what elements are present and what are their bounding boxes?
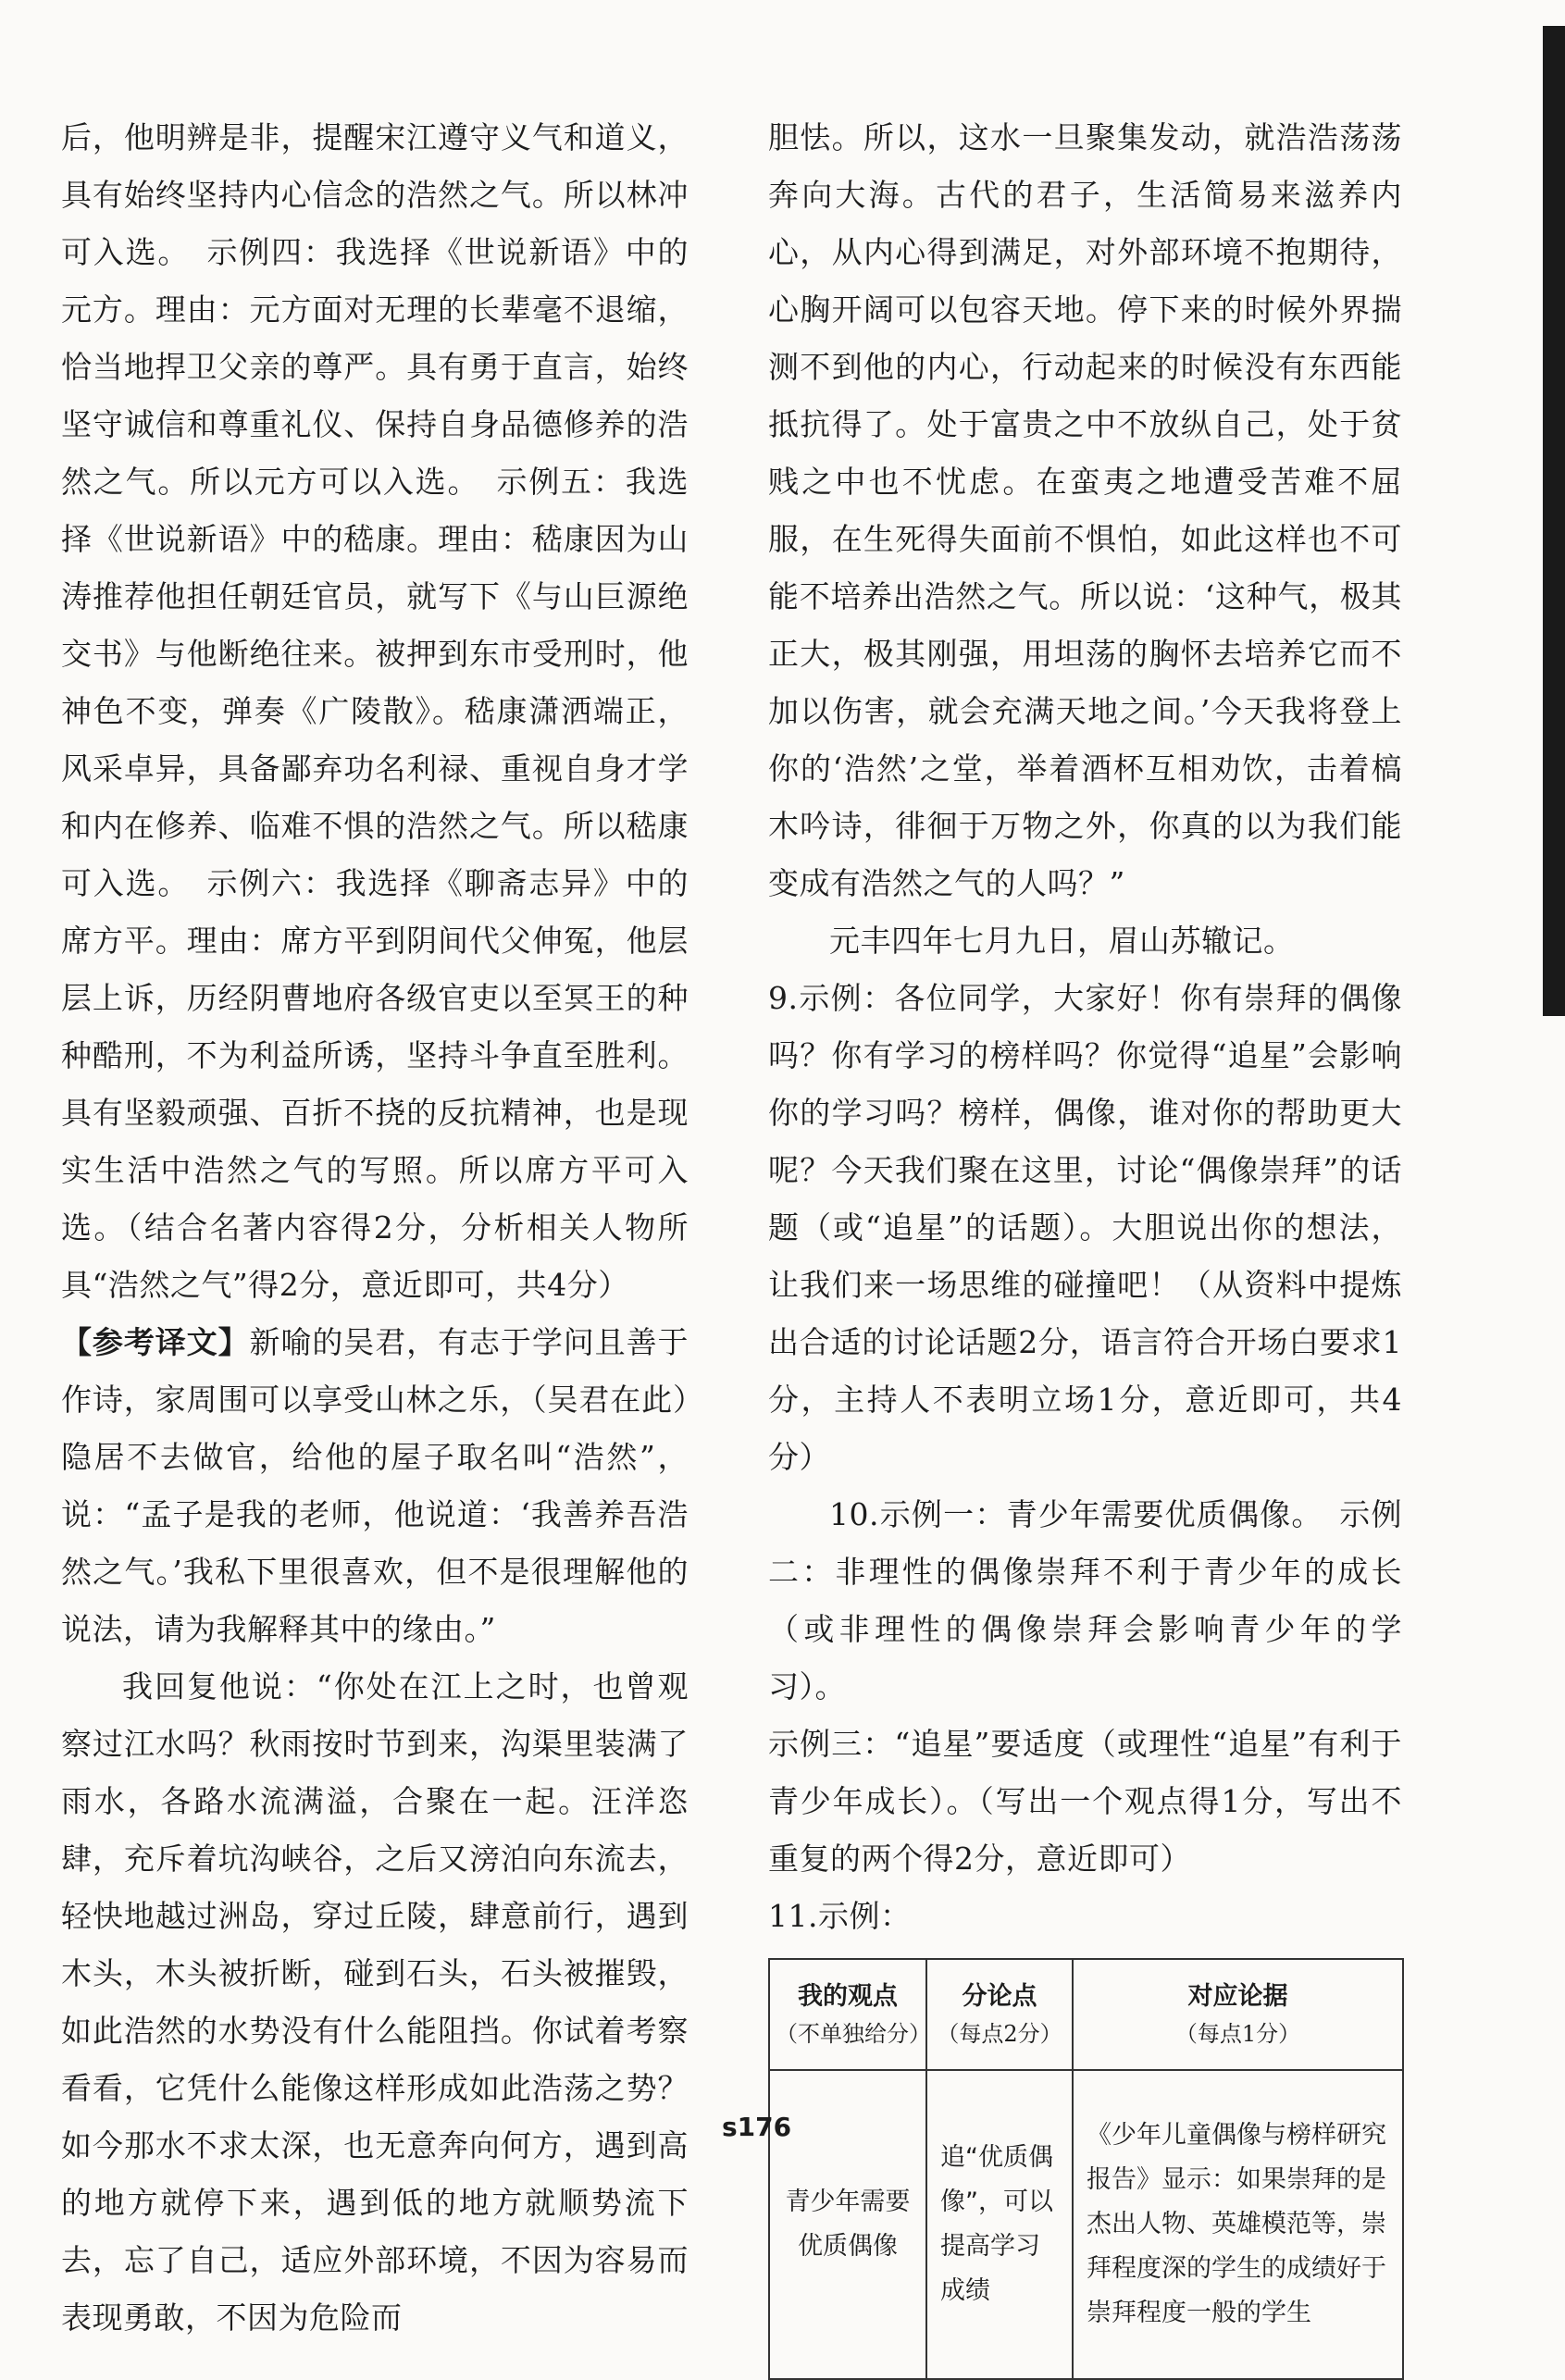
header-note: （每点1分） — [1174, 2021, 1301, 2047]
answer-10: 10.示例一：青少年需要优质偶像。 示例二：非理性的偶像崇拜不利于青少年的成长（或非理性的偶像崇拜会影响青少年的学习）。 — [768, 1496, 1402, 1704]
table-cell-view: 青少年需要优质偶像 — [769, 2070, 926, 2379]
header-title: 对应论据 — [1187, 1982, 1288, 2011]
table-header — [926, 1959, 1073, 2070]
table-header — [1073, 1959, 1403, 2070]
header-note: （每点2分） — [937, 2021, 1062, 2047]
table-header — [769, 1959, 931, 2070]
table-cell-evidence: 《少年儿童偶像与榜样研究报告》显示：如果崇拜的是杰出人物、英雄模范等，崇拜程度深的学生的成绩好于崇拜程度一般的学生 — [1073, 2070, 1403, 2379]
paragraph — [61, 1314, 689, 1658]
table-header-row — [769, 1959, 1403, 2070]
paragraph: 胆怯。所以，这水一旦聚集发动，就浩浩荡荡奔向大海。古代的君子，生活简易来滋养内心，从内心得到满足，对外部环境不抱期待，心胸开阔可以包容天地。停下来的时候外界揣测不到他的内心，行动起来的时候没有东西能抵抗得了。处于富贵之中不放纵自己，处于贫贱之中也不忧虑。在蛮夷之地遭受苦难不屈服，在生死得失面前不惧怕，如此这样也不可能不培养出浩然之气。所以说：‘这种气，极其正大，极其刚强，用坦荡的胸怀去培养它而不加以伤害，就会充满天地之间。’今天我将登上你的‘浩然’之堂，举着酒杯互相劝饮，击着槁木吟诗，徘徊于万物之外，你真的以为我们能变成有浩然之气的人吗？” — [768, 119, 1402, 901]
header-note: （不单独给分） — [776, 2021, 931, 2047]
section-tag: 【参考译文】 — [61, 1324, 250, 1360]
paragraph-text: 新喻的吴君，有志于学问且善于作诗，家周围可以享受山林之乐，（吴君在此）隐居不去做官，给他的屋子取名叫“浩然”，说：“孟子是我的老师，他说道：‘我善养吾浩然之气。’我私下里很喜欢，但不是很理解他的说法，请为我解释其中的缘由。” — [61, 1324, 689, 1647]
left-column — [61, 109, 689, 2347]
answer-11: 11.示例： — [768, 1898, 912, 1934]
page-edge-bar — [1543, 26, 1565, 1016]
argument-table — [768, 1958, 1404, 2380]
table-row — [769, 2070, 1403, 2379]
paragraph: 我回复他说：“你处在江上之时，也曾观察过江水吗？秋雨按时节到来，沟渠里装满了雨水，各路水流满溢，合聚在一起。汪洋恣肆，充斥着坑沟峡谷，之后又滂泊向东流去，轻快地越过洲岛，穿过丘陵，肆意前行，遇到木头，木头被折断，碰到石头，石头被摧毁，如此浩然的水势没有什么能阻挡。你试着考察看看，它凭什么能像这样形成如此浩荡之势？如今那水不求太深，也无意奔向何方，遇到高的地方就停下来，遇到低的地方就顺势流下去，忘了自己，适应外部环境，不因为容易而表现勇敢，不因为危险而 — [61, 1668, 689, 2336]
paragraph: 后，他明辨是非，提醒宋江遵守义气和道义，具有始终坚持内心信念的浩然之气。所以林冲可入选。 示例四：我选择《世说新语》中的元方。理由：元方面对无理的长辈毫不退缩，恰当地捍卫父亲的尊严。具有勇于直言，始终坚守诚信和尊重礼仪、保持自身品德修养的浩然之气。所以元方可以入选。 示例五：我选择《世说新语》中的嵇康。理由：嵇康因为山涛推荐他担任朝廷官员，就写下《与山巨源绝交书》与他断绝往来。被押到东市受刑时，他神色不变，弹奏《广陵散》。嵇康潇洒端正，风采卓异，具备鄙弃功名利禄、重视自身才学和内在修养、临难不惧的浩然之气。所以嵇康可入选。 示例六：我选择《聊斋志异》中的席方平。理由：席方平到阴间代父伸冤，他层层上诉，历经阴曹地府各级官吏以至冥王的种种酷刑，不为利益所诱，坚持斗争直至胜利。具有坚毅顽强、百折不挠的反抗精神，也是现实生活中浩然之气的写照。所以席方平可入选。（结合名著内容得2分，分析相关人物所具“浩然之气”得2分，意近即可，共4分） — [61, 119, 689, 1303]
table-cell-subpoint: 追“优质偶像”，可以提高学习成绩 — [926, 2070, 1073, 2379]
right-column — [768, 109, 1402, 2380]
paragraph: 元丰四年七月九日，眉山苏辙记。 — [829, 923, 1295, 959]
paragraph: 示例三：“追星”要适度（或理性“追星”有利于青少年成长）。（写出一个观点得1分，写出不重复的两个得2分，意近即可） — [768, 1726, 1402, 1877]
answer-9: 9.示例：各位同学，大家好！你有崇拜的偶像吗？你有学习的榜样吗？你觉得“追星”会影响你的学习吗？榜样，偶像，谁对你的帮助更大呢？今天我们聚在这里，讨论“偶像崇拜”的话题（或“追星”的话题）。大胆说出你的想法，让我们来一场思维的碰撞吧！（从资料中提炼出合适的讨论话题2分，语言符合开场白要求1分，主持人不表明立场1分，意近即可，共4分） — [768, 980, 1402, 1475]
header-title: 我的观点 — [798, 1982, 898, 2011]
page-number: s176 — [722, 2112, 792, 2142]
header-title: 分论点 — [962, 1982, 1037, 2011]
